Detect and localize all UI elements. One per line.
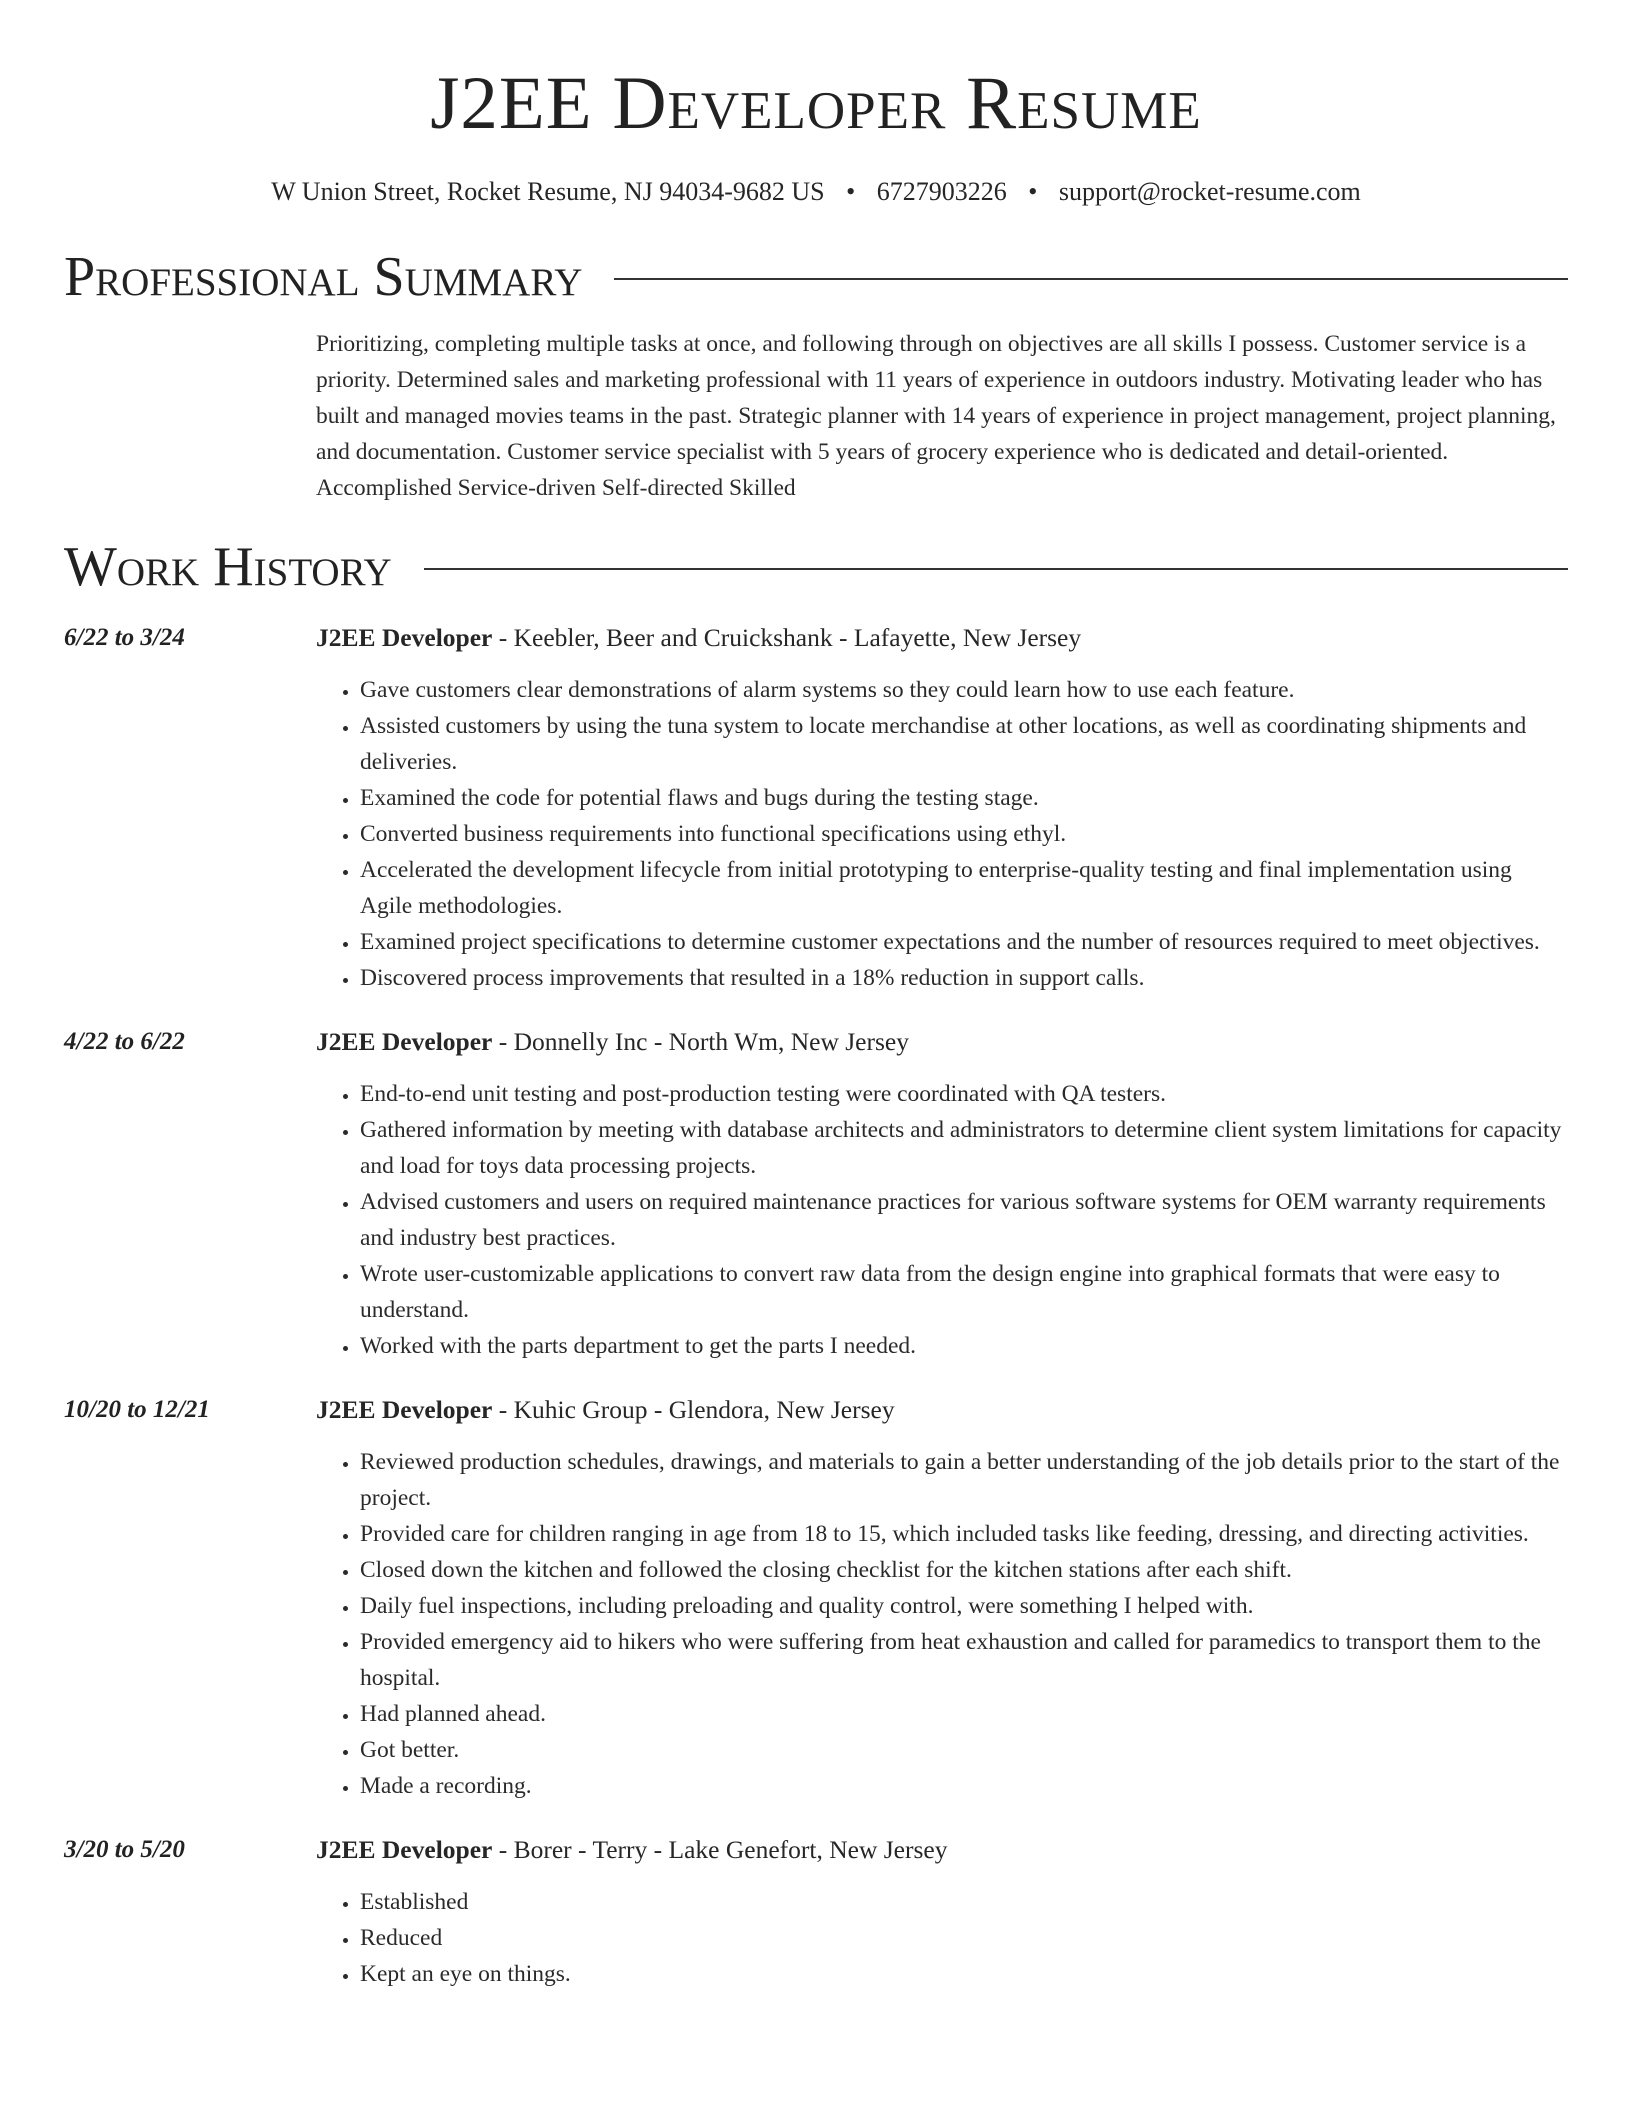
job-company-location: - Borer - Terry - Lake Genefort, New Jersey — [492, 1835, 948, 1864]
section-divider — [424, 568, 1568, 570]
job-entry — [64, 1392, 1568, 1804]
job-heading — [316, 1392, 1568, 1428]
job-heading — [316, 620, 1568, 656]
job-bullet-list — [316, 672, 1568, 996]
job-bullet: • Closed down the kitchen and followed the closing checklist for the kitchen stations after each shift. — [360, 1552, 1568, 1588]
job-bullet: • Assisted customers by using the tuna system to locate merchandise at other locations, as well as coordinating shipments and deliveries. — [360, 708, 1568, 780]
job-bullet-list — [316, 1884, 1568, 1992]
contact-separator: • — [1028, 177, 1038, 206]
job-company-location: - Donnelly Inc - North Wm, New Jersey — [492, 1027, 909, 1056]
job-company-location: - Kuhic Group - Glendora, New Jersey — [492, 1395, 895, 1424]
address: W Union Street, Rocket Resume, NJ 94034-9682 US — [271, 177, 825, 206]
phone: 6727903226 — [876, 177, 1007, 206]
job-title: J2EE Developer — [316, 623, 493, 652]
job-bullet: • Daily fuel inspections, including preloading and quality control, were something I helped with. — [360, 1588, 1568, 1624]
job-bullet: • Had planned ahead. — [360, 1696, 1568, 1732]
job-bullet: • Reduced — [360, 1920, 1568, 1956]
summary-text: Prioritizing, completing multiple tasks at once, and following through on objectives are all skills I possess. Customer service is a priority. Determined sales and marketing professional with 11 years of experience in outdoors industry. Motivating leader who has built and managed movies teams in the past. Strategic planner with 14 years of experience in project management, project planning, and documentation. Customer service specialist with 5 years of grocery experience who is dedicated and detail-oriented. Accomplished Service-driven Self-directed Skilled — [316, 331, 1556, 501]
job-dates: 4/22 to 6/22 — [64, 1028, 185, 1055]
work-history-section-title: Work History — [64, 536, 392, 598]
job-body — [316, 1024, 1568, 1364]
job-bullet: • Worked with the parts department to get the parts I needed. — [360, 1328, 1568, 1364]
job-body — [316, 1392, 1568, 1804]
job-bullet-list — [316, 1076, 1568, 1364]
job-bullet: • Wrote user-customizable applications to convert raw data from the design engine into graphical formats that were easy to understand. — [360, 1256, 1568, 1328]
job-bullet: • Gave customers clear demonstrations of alarm systems so they could learn how to use each feature. — [360, 672, 1568, 708]
job-heading — [316, 1832, 1568, 1868]
job-bullet: • Established — [360, 1884, 1568, 1920]
summary-section-header — [64, 242, 1568, 312]
job-bullet-list — [316, 1444, 1568, 1804]
job-bullet: • Discovered process improvements that resulted in a 18% reduction in support calls. — [360, 960, 1568, 996]
job-title: J2EE Developer — [316, 1835, 493, 1864]
job-bullet: • Advised customers and users on required maintenance practices for various software systems for OEM warranty requirements and industry best practices. — [360, 1184, 1568, 1256]
job-bullet: • Made a recording. — [360, 1768, 1568, 1804]
job-bullet: • Got better. — [360, 1732, 1568, 1768]
job-dates: 6/22 to 3/24 — [64, 624, 185, 651]
job-entry — [64, 620, 1568, 996]
job-bullet: • Examined project specifications to determine customer expectations and the number of resources required to meet objectives. — [360, 924, 1568, 960]
job-entry — [64, 1024, 1568, 1364]
job-body — [316, 620, 1568, 996]
work-history-list — [64, 620, 1568, 1992]
resume-title: J2EE Developer Resume — [430, 62, 1202, 145]
contact-separator: • — [846, 177, 856, 206]
job-title: J2EE Developer — [316, 1395, 493, 1424]
job-dates: 3/20 to 5/20 — [64, 1836, 185, 1863]
email: support@rocket-resume.com — [1058, 177, 1361, 206]
job-bullet: • Reviewed production schedules, drawings, and materials to gain a better understanding of the job details prior to the start of the project. — [360, 1444, 1568, 1516]
contact-line — [64, 176, 1568, 208]
job-bullet: • Provided care for children ranging in age from 18 to 15, which included tasks like feeding, dressing, and directing activities. — [360, 1516, 1568, 1552]
job-entry — [64, 1832, 1568, 1992]
job-body — [316, 1832, 1568, 1992]
job-bullet: • Accelerated the development lifecycle from initial prototyping to enterprise-quality testing and final implementation using Agile methodologies. — [360, 852, 1568, 924]
job-bullet: • Kept an eye on things. — [360, 1956, 1568, 1992]
section-divider — [614, 278, 1568, 280]
job-company-location: - Keebler, Beer and Cruickshank - Lafayette, New Jersey — [492, 623, 1082, 652]
job-title: J2EE Developer — [316, 1027, 493, 1056]
job-dates: 10/20 to 12/21 — [64, 1396, 210, 1423]
job-bullet: • End-to-end unit testing and post-production testing were coordinated with QA testers. — [360, 1076, 1568, 1112]
job-bullet: • Converted business requirements into functional specifications using ethyl. — [360, 816, 1568, 852]
resume-header — [64, 0, 1568, 208]
summary-section-title: Professional Summary — [64, 246, 583, 308]
job-heading — [316, 1024, 1568, 1060]
work-history-section-header — [64, 532, 1568, 602]
job-bullet: • Examined the code for potential flaws and bugs during the testing stage. — [360, 780, 1568, 816]
job-bullet: • Provided emergency aid to hikers who were suffering from heat exhaustion and called for paramedics to transport them to the hospital. — [360, 1624, 1568, 1696]
job-bullet: • Gathered information by meeting with database architects and administrators to determine client system limitations for capacity and load for toys data processing projects. — [360, 1112, 1568, 1184]
